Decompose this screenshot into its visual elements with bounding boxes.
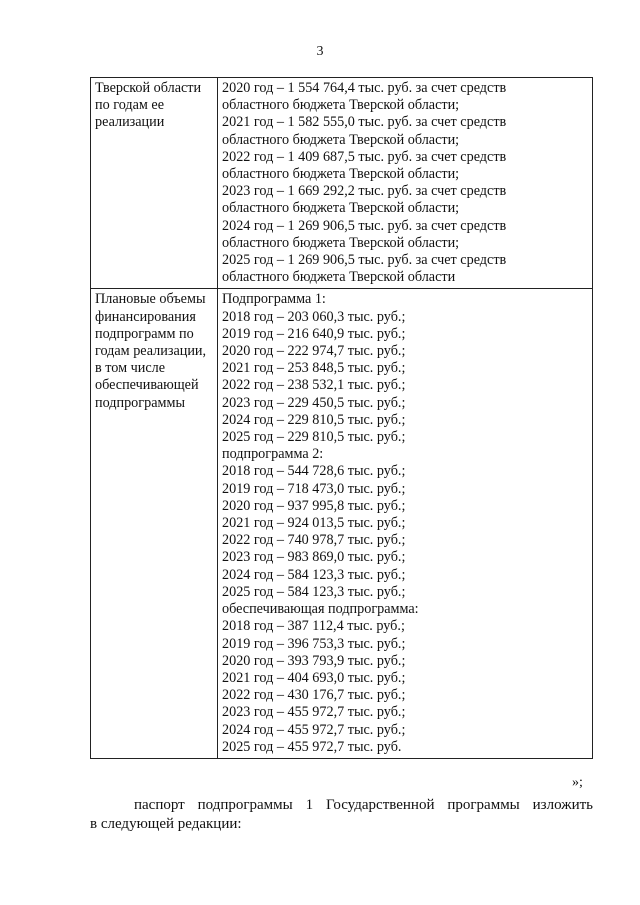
value-line: областного бюджета Тверской области;	[222, 234, 460, 251]
label-line: подпрограмм по	[95, 325, 194, 342]
amendment-paragraph	[90, 796, 593, 834]
value-line: 2022 год – 740 978,7 тыс. руб.;	[222, 532, 406, 549]
value-line: 2021 год – 924 013,5 тыс. руб.;	[222, 515, 406, 532]
value-line: 2025 год – 455 972,7 тыс. руб.	[222, 738, 402, 755]
value-line: подпрограмма 2:	[222, 446, 324, 463]
label-line: финансирования	[95, 308, 196, 325]
value-line: 2021 год – 253 848,5 тыс. руб.;	[222, 360, 406, 377]
value-line: 2018 год – 387 112,4 тыс. руб.;	[222, 618, 405, 635]
value-line: 2020 год – 937 995,8 тыс. руб.;	[222, 497, 406, 514]
passport-table	[90, 77, 593, 759]
label-line: Плановые объемы	[95, 291, 206, 308]
label-line: обеспечивающей	[95, 377, 199, 394]
value-line: 2025 год – 584 123,3 тыс. руб.;	[222, 583, 406, 600]
value-line: 2024 год – 229 810,5 тыс. руб.;	[222, 411, 406, 428]
value-line: 2021 год – 1 582 555,0 тыс. руб. за счет средств	[222, 114, 507, 131]
value-line: областного бюджета Тверской области	[222, 269, 456, 286]
page-number: 3	[316, 44, 324, 59]
paragraph-line-2: в следующей редакции:	[90, 816, 242, 832]
value-line: 2020 год – 1 554 764,4 тыс. руб. за счет средств	[222, 80, 507, 96]
value-line: 2024 год – 1 269 906,5 тыс. руб. за счет средств	[222, 217, 507, 234]
closing-quote: »;	[572, 775, 583, 790]
value-line: 2023 год – 983 869,0 тыс. руб.;	[222, 549, 406, 566]
value-line: 2023 год – 1 669 292,2 тыс. руб. за счет средств	[222, 183, 507, 200]
value-line: 2024 год – 455 972,7 тыс. руб.;	[222, 721, 406, 738]
value-line: областного бюджета Тверской области;	[222, 200, 460, 217]
row-value-cell	[218, 289, 593, 758]
row-label-cell	[91, 289, 218, 758]
value-line: Подпрограмма 1:	[222, 291, 326, 308]
value-line: 2021 год – 404 693,0 тыс. руб.;	[222, 669, 406, 686]
label-line: годам реализации,	[95, 343, 207, 360]
value-line: 2019 год – 396 753,3 тыс. руб.;	[222, 635, 406, 652]
table-row	[91, 78, 593, 289]
label-line: подпрограммы	[95, 394, 185, 411]
value-line: 2025 год – 229 810,5 тыс. руб.;	[222, 429, 406, 446]
value-line: 2023 год – 229 450,5 тыс. руб.;	[222, 394, 406, 411]
value-line: 2019 год – 216 640,9 тыс. руб.;	[222, 325, 406, 342]
value-line: 2022 год – 430 176,7 тыс. руб.;	[222, 687, 406, 704]
value-line: 2022 год – 1 409 687,5 тыс. руб. за счет средств	[222, 148, 507, 165]
value-line: 2022 год – 238 532,1 тыс. руб.;	[222, 377, 406, 394]
value-line: 2024 год – 584 123,3 тыс. руб.;	[222, 566, 406, 583]
label-line: реализации	[95, 114, 165, 131]
label-line: в том числе	[95, 360, 166, 377]
value-line: 2025 год – 1 269 906,5 тыс. руб. за счет средств	[222, 252, 507, 269]
value-line: областного бюджета Тверской области;	[222, 166, 460, 183]
value-line: 2019 год – 718 473,0 тыс. руб.;	[222, 480, 406, 497]
value-line: областного бюджета Тверской области;	[222, 131, 460, 148]
row-value-cell	[218, 78, 593, 289]
value-line: 2023 год – 455 972,7 тыс. руб.;	[222, 704, 406, 721]
value-line: 2020 год – 222 974,7 тыс. руб.;	[222, 343, 406, 360]
label-line: по годам ее	[95, 97, 165, 114]
table-row	[91, 289, 593, 758]
value-line: 2018 год – 203 060,3 тыс. руб.;	[222, 308, 406, 325]
row-label-cell	[91, 78, 218, 289]
value-line: 2018 год – 544 728,6 тыс. руб.;	[222, 463, 406, 480]
value-line: областного бюджета Тверской области;	[222, 97, 460, 114]
label-line: Тверской области	[95, 80, 202, 96]
value-line: 2020 год – 393 793,9 тыс. руб.;	[222, 652, 406, 669]
paragraph-line-1: паспорт подпрограммы 1 Государственной программы изложить	[134, 797, 593, 813]
value-line: обеспечивающая подпрограмма:	[222, 601, 419, 618]
